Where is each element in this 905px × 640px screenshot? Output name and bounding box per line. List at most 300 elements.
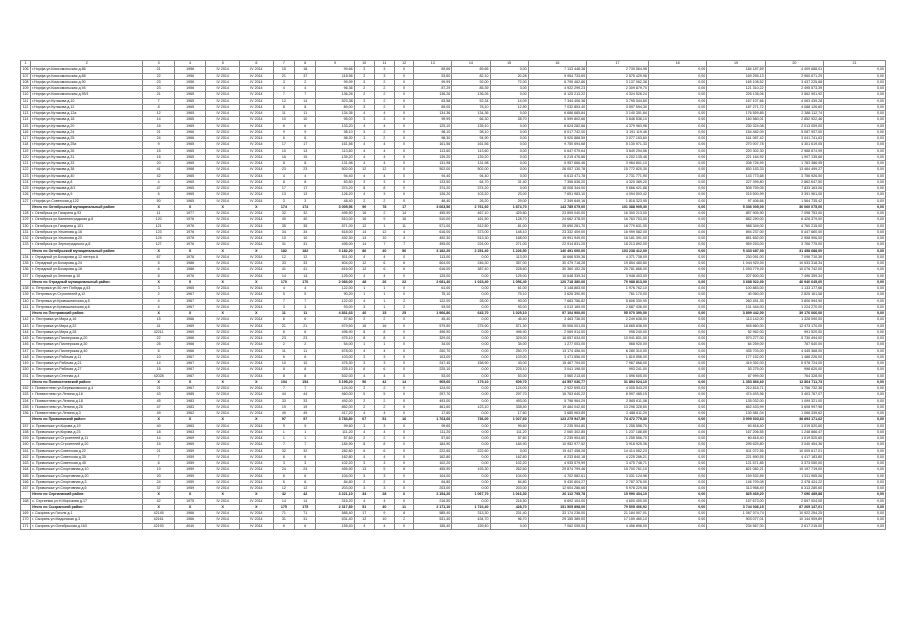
table-cell: 570 277,00 — [707, 336, 765, 342]
table-cell: 143 — [21, 323, 31, 329]
table-cell: 3 077 153,60 — [587, 136, 649, 142]
table-cell: 14 414 052,23 — [587, 448, 649, 454]
table-cell: 3 391 961,00 — [765, 192, 823, 198]
table-cell: 21 — [143, 448, 174, 454]
table-cell: 10 144 909,89 — [765, 517, 823, 523]
table-cell: 0,00 — [824, 136, 886, 142]
table-cell: IV 2014 — [240, 298, 274, 304]
table-cell: 0,00 — [452, 429, 490, 435]
table-cell: 4 — [354, 154, 374, 160]
table-cell: 338,50 — [490, 404, 528, 410]
table-cell: 1965 — [174, 173, 205, 179]
table-cell: 184,90 — [316, 442, 354, 448]
table-cell: 297,70 — [414, 392, 452, 398]
table-cell: 3 — [273, 461, 294, 467]
table-cell: IV 2014 — [240, 386, 274, 392]
table-cell: 3 — [374, 473, 394, 479]
table-cell: 1 226,50 — [490, 248, 528, 254]
table-cell: 40 — [143, 423, 174, 429]
table-cell: 903 077,01 — [707, 517, 765, 523]
table-cell: 2 — [354, 398, 374, 404]
table-cell: 3 471 556,00 — [528, 354, 586, 360]
table-cell: 7 — [273, 298, 294, 304]
table-cell: 125,10 — [414, 123, 452, 129]
table-cell: 0 — [395, 354, 414, 360]
table-cell: 1967 — [174, 361, 205, 367]
table-cell: 6 — [295, 136, 316, 142]
table-cell: X — [174, 417, 205, 423]
table-cell: 0,00 — [490, 161, 528, 167]
table-cell: IV 2014 — [206, 461, 240, 467]
table-cell: 7 — [273, 92, 294, 98]
table-cell: 12,90 — [490, 104, 528, 110]
address-cell: с. Приволжье ул.Строителей д.20 — [31, 442, 143, 448]
table-cell: 4 760 215,00 — [765, 223, 823, 229]
table-cell: 4 — [374, 411, 394, 417]
table-cell: 616,00 — [414, 229, 452, 235]
table-cell: 112 — [21, 104, 31, 110]
table-cell: 0,00 — [490, 173, 528, 179]
table-cell: IV 2014 — [206, 73, 240, 79]
table-cell: 247,40 — [414, 361, 452, 367]
address-cell: с. Приволжье ул.Спортивная д.6 — [31, 486, 143, 492]
table-cell: 0,00 — [648, 236, 706, 242]
table-cell: 28,70 — [490, 117, 528, 123]
table-cell: 0,00 — [648, 79, 706, 85]
table-cell: 22 — [395, 279, 414, 285]
table-cell: 0 — [395, 142, 414, 148]
table-cell: 1 093 779,00 — [707, 267, 765, 273]
table-cell: 0,00 — [648, 323, 706, 329]
table-cell: 42161 — [143, 517, 174, 523]
table-cell: 905,60 — [414, 379, 452, 385]
table-cell: 2 013 009,00 — [765, 123, 823, 129]
table-cell: 2 — [143, 292, 174, 298]
table-cell: 4 409 688,01 — [765, 67, 823, 73]
table-cell: 10 648 339,34 — [528, 273, 586, 279]
table-cell: IV 2014 — [206, 198, 240, 204]
table-cell: IV 2014 — [206, 373, 240, 379]
table-cell: 3 — [354, 304, 374, 310]
table-cell: 0,00 — [824, 73, 886, 79]
table-cell: 0,00 — [824, 442, 886, 448]
table-cell: 8 — [273, 161, 294, 167]
table-cell: 164 — [21, 467, 31, 473]
table-cell: 9 — [295, 423, 316, 429]
table-cell: 1 — [374, 223, 394, 229]
table-cell: 61,00 — [414, 286, 452, 292]
table-cell: 134 — [21, 254, 31, 260]
table-cell: 4 — [295, 173, 316, 179]
table-cell: 17,60 — [490, 411, 528, 417]
table-cell: 1959 — [174, 448, 205, 454]
table-cell: 0 — [395, 73, 414, 79]
table-cell: 113,60 — [414, 148, 452, 154]
table-cell: 119 — [21, 148, 31, 154]
table-cell: 31 — [273, 242, 294, 248]
table-cell: 90 — [354, 204, 374, 210]
column-header: 8 — [295, 61, 316, 67]
table-cell: 23 — [273, 336, 294, 342]
table-cell: 3 191 119,46 — [587, 129, 649, 135]
table-cell: 1967 — [174, 386, 205, 392]
table-cell: 148 — [21, 354, 31, 360]
table-cell: 133 — [21, 242, 31, 248]
table-cell: 5 — [354, 392, 374, 398]
table-cell: 89,00 — [316, 104, 354, 110]
table-cell: X — [143, 492, 174, 498]
table-cell: 3 — [295, 304, 316, 310]
table-cell: IV 2014 — [206, 411, 240, 417]
table-cell: 9 — [143, 142, 174, 148]
table-cell: 71 — [295, 511, 316, 517]
table-cell: IV 2014 — [206, 98, 240, 104]
table-cell: IV 2014 — [206, 473, 240, 479]
table-cell: 6 — [273, 454, 294, 460]
table-cell: 6 — [354, 448, 374, 454]
table-cell: 28 — [374, 492, 394, 498]
table-cell: 434,70 — [452, 517, 490, 523]
table-cell: 271,00 — [490, 242, 528, 248]
table-cell: 0 — [395, 429, 414, 435]
table-cell: 495,90 — [414, 211, 452, 217]
table-cell: 16 — [354, 211, 374, 217]
table-cell: 129 — [21, 217, 31, 223]
table-cell: IV 2014 — [240, 354, 274, 360]
table-cell: 0,00 — [648, 486, 706, 492]
table-cell: 6 — [295, 329, 316, 335]
table-cell: 74 472 779,30 — [587, 417, 649, 423]
table-cell: 1 328 090,00 — [765, 317, 823, 323]
table-cell: 26 112 795,78 — [528, 492, 586, 498]
table-cell: 97 — [295, 417, 316, 423]
table-cell: 19 — [273, 404, 294, 410]
address-cell: г. Сызрань ул.Гоголя д.1 — [31, 511, 143, 517]
address-cell: с. Пестравка ул.Рабочая д.21 — [31, 361, 143, 367]
address-cell: Итого по Сызранский район: — [31, 504, 143, 510]
table-cell: 1966 — [174, 136, 205, 142]
table-cell: 0 — [395, 104, 414, 110]
table-cell: 3 909 603,63 — [707, 417, 765, 423]
table-cell: 1965 — [174, 92, 205, 98]
address-cell: г.Норфа ул.Комсомольская д.90 — [31, 79, 143, 85]
table-cell: 0,00 — [824, 267, 886, 273]
table-cell: 12 — [273, 98, 294, 104]
table-cell: 99,99 — [414, 79, 452, 85]
table-cell: 126 — [21, 192, 31, 198]
table-cell: 22 — [143, 336, 174, 342]
table-cell: 161,50 — [452, 217, 490, 223]
table-cell: IV 2014 — [240, 467, 274, 473]
table-cell: 126,20 — [316, 192, 354, 198]
address-cell: г.Норфа ул.Кутакова д.31 — [31, 154, 143, 160]
column-header: 7 — [273, 61, 294, 67]
table-cell: 531,40 — [316, 517, 354, 523]
table-cell: 174 — [295, 204, 316, 210]
table-cell: 0,00 — [648, 142, 706, 148]
column-header: 9 — [316, 61, 354, 67]
table-cell: 66,30 — [452, 117, 490, 123]
table-cell: 1 — [273, 429, 294, 435]
table-cell: 609,70 — [490, 379, 528, 385]
table-cell: 12 — [354, 223, 374, 229]
table-cell: 98,30 — [316, 136, 354, 142]
table-cell: 108 — [21, 79, 31, 85]
table-cell: 1966 — [174, 129, 205, 135]
table-cell: 40 — [374, 248, 394, 254]
column-header: 4 — [174, 61, 205, 67]
table-cell: 16 — [354, 323, 374, 329]
table-cell: 493,00 — [490, 398, 528, 404]
table-cell: 1965 — [174, 186, 205, 192]
table-cell: 2 — [354, 404, 374, 410]
table-cell: 0,00 — [648, 73, 706, 79]
column-header: 10 — [354, 61, 374, 67]
table-cell: 467,10 — [452, 211, 490, 217]
table-cell: 0,00 — [824, 517, 886, 523]
table-cell: 29 874 799,46 — [528, 467, 586, 473]
table-cell: 30 360 152,26 — [528, 267, 586, 273]
table-cell: 0,00 — [824, 523, 886, 529]
table-cell: 1 874,70 — [490, 204, 528, 210]
table-cell: 0,00 — [452, 454, 490, 460]
table-cell: 7 096 710,36 — [765, 254, 823, 260]
table-cell: IV 2014 — [240, 367, 274, 373]
table-cell: IV 2014 — [240, 523, 274, 529]
address-cell: г.Норфа ул.Кутакова д.40 — [31, 173, 143, 179]
table-cell: 3 597 594,30 — [587, 104, 649, 110]
table-cell: 177 152,00 — [707, 354, 765, 360]
table-cell: 6 — [295, 479, 316, 485]
table-cell: 1965 — [174, 111, 205, 117]
table-cell: 616,00 — [414, 267, 452, 273]
table-cell: 0 — [395, 342, 414, 348]
table-cell: 13 464 499,27 — [765, 167, 823, 173]
table-cell: 12 — [273, 254, 294, 260]
table-cell: 1969 — [174, 442, 205, 448]
table-cell: 825 469,20 — [707, 492, 765, 498]
table-cell: 2 — [395, 304, 414, 310]
table-cell: 146 709,08 — [707, 479, 765, 485]
table-cell: 0 — [395, 479, 414, 485]
table-cell: 0,00 — [824, 423, 886, 429]
table-cell: 0,00 — [648, 279, 706, 285]
table-cell: 0,00 — [452, 342, 490, 348]
table-cell: 4 379 963,98 — [587, 123, 649, 129]
table-cell: 6 — [395, 492, 414, 498]
table-cell: 0 — [395, 292, 414, 298]
table-cell: 3 — [295, 198, 316, 204]
table-cell: 275,90 — [452, 323, 490, 329]
table-cell: 1 056,40 — [490, 279, 528, 285]
table-cell: 0,00 — [648, 354, 706, 360]
table-cell: 2 852 922,46 — [765, 117, 823, 123]
table-cell: 67 — [354, 417, 374, 423]
table-cell: 8 — [354, 336, 374, 342]
table-cell: 6 — [374, 267, 394, 273]
address-cell: г.Норфа ул.Кутакова д.24 — [31, 129, 143, 135]
table-cell: 53,00 — [414, 373, 452, 379]
table-cell: 736,00 — [452, 417, 490, 423]
table-cell: 29,00 — [490, 198, 528, 204]
table-cell: 18 — [143, 429, 174, 435]
table-cell: 6 — [374, 261, 394, 267]
table-cell: IV 2014 — [206, 242, 240, 248]
table-cell: 24 662 378,00 — [528, 217, 586, 223]
table-cell: 11 — [395, 223, 414, 229]
table-cell: IV 2014 — [240, 129, 274, 135]
table-cell: IV 2014 — [206, 336, 240, 342]
table-cell: 1 — [295, 429, 316, 435]
table-cell: 53,60 — [414, 73, 452, 79]
table-cell: 45 — [143, 398, 174, 404]
table-cell: X — [240, 379, 274, 385]
table-cell: IV 2014 — [206, 79, 240, 85]
table-cell: 97 — [273, 417, 294, 423]
table-cell: 1 099 321,00 — [765, 398, 823, 404]
table-cell: 16 — [395, 417, 414, 423]
table-cell: 6 — [354, 367, 374, 373]
table-cell: 3 — [374, 461, 394, 467]
table-cell: IV 2014 — [240, 361, 274, 367]
table-cell: 1959 — [174, 473, 205, 479]
table-cell: 297,70 — [490, 392, 528, 398]
table-cell: 0,00 — [648, 317, 706, 323]
table-cell: 0,00 — [648, 492, 706, 498]
table-cell: 3 — [273, 198, 294, 204]
table-cell: IV 2014 — [206, 67, 240, 73]
table-cell: 113 — [21, 111, 31, 117]
table-cell: 2 235 904,80 — [528, 423, 586, 429]
table-cell: 374,20 — [414, 186, 452, 192]
table-cell: 40 — [354, 311, 374, 317]
table-cell: 643,70 — [452, 311, 490, 317]
table-cell: 14 — [354, 229, 374, 235]
table-cell: 0 — [395, 186, 414, 192]
table-cell: 0,00 — [824, 311, 886, 317]
table-cell: 8 125 213,22 — [528, 92, 586, 98]
address-cell: г. Октябрьск ул.Зерноградского д.8 — [31, 242, 143, 248]
table-cell: 111 — [21, 98, 31, 104]
table-cell: 48,40 — [316, 198, 354, 204]
table-cell: 161,56 — [316, 142, 354, 148]
table-cell: 0,00 — [648, 192, 706, 198]
address-cell: Итого по Отрадный муниципальный район: — [31, 279, 143, 285]
table-cell: X — [174, 504, 205, 510]
table-cell: 0 — [395, 79, 414, 85]
table-cell: IV 2014 — [206, 479, 240, 485]
table-cell: 10 — [273, 361, 294, 367]
table-cell: 3 688 922,00 — [707, 279, 765, 285]
table-cell: 1 722,40 — [452, 504, 490, 510]
table-cell: 1967 — [174, 292, 205, 298]
table-cell: 8 — [273, 373, 294, 379]
table-cell: 32 — [273, 211, 294, 217]
table-cell: 20,28 — [490, 73, 528, 79]
table-cell: IV 2014 — [240, 148, 274, 154]
table-cell: 0,00 — [648, 523, 706, 529]
table-cell: 64,70 — [452, 179, 490, 185]
table-cell: 37 — [143, 486, 174, 492]
table-cell: 113,00 — [490, 254, 528, 260]
table-cell: 16 668 539,36 — [528, 254, 586, 260]
table-cell: 1 255 556,70 — [587, 436, 649, 442]
table-cell: IV 2014 — [240, 104, 274, 110]
table-cell: 26 057 130,78 — [528, 167, 586, 173]
table-cell: 2 — [374, 92, 394, 98]
table-cell: 35 506 001,00 — [528, 323, 586, 329]
table-cell: 113,60 — [452, 148, 490, 154]
table-cell: 7 133 448,38 — [528, 67, 586, 73]
table-cell: 1985 — [174, 392, 205, 398]
table-cell: 1966 — [174, 517, 205, 523]
table-cell: 51 — [354, 504, 374, 510]
table-cell: IV 2014 — [206, 386, 240, 392]
table-cell: 145 — [21, 336, 31, 342]
address-cell: с. Петровка ул.Кривошеинская д.6 — [31, 304, 143, 310]
table-cell: 221 164,92 — [707, 154, 765, 160]
table-cell: 5 — [273, 292, 294, 298]
table-cell: 313,30 — [452, 511, 490, 517]
table-cell: 23 — [143, 79, 174, 85]
table-cell: 0 — [395, 179, 414, 185]
table-cell: 110 — [21, 92, 31, 98]
table-cell: 135,10 — [452, 123, 490, 129]
table-cell: 225,10 — [414, 367, 452, 373]
table-cell: 8 — [295, 161, 316, 167]
table-cell: 8 — [395, 467, 414, 473]
table-cell: 0,00 — [824, 67, 886, 73]
table-cell: IV 2014 — [206, 367, 240, 373]
table-cell: 3 964 801,10 — [587, 161, 649, 167]
table-cell: IV 2014 — [240, 217, 274, 223]
table-cell: 14,09 — [490, 98, 528, 104]
table-cell: 4 — [374, 161, 394, 167]
table-cell: IV 2014 — [240, 461, 274, 467]
table-cell: IV 2014 — [206, 186, 240, 192]
table-cell: 5 920 888,59 — [528, 136, 586, 142]
table-cell: 4 — [354, 411, 374, 417]
table-cell: 98,10 — [316, 129, 354, 135]
table-cell: IV 2014 — [240, 342, 274, 348]
table-cell: 15 197 719,00 — [765, 467, 823, 473]
table-cell: IV 2014 — [206, 167, 240, 173]
address-cell: Итого по Приволжский район: — [31, 417, 143, 423]
table-cell: 11 — [395, 504, 414, 510]
table-cell: 0,00 — [824, 398, 886, 404]
table-cell: 17 — [273, 142, 294, 148]
table-cell: 2 968 874,99 — [765, 148, 823, 154]
table-cell: X — [206, 417, 240, 423]
table-cell: 4 088 126,60 — [765, 104, 823, 110]
table-cell: 3 608 997,98 — [765, 404, 823, 410]
table-cell: 2 960 671,29 — [765, 73, 823, 79]
table-cell: 19 991 949,00 — [528, 236, 586, 242]
table-cell: 1965 — [174, 161, 205, 167]
table-cell: 21 — [273, 323, 294, 329]
table-cell: 99,99 — [414, 117, 452, 123]
table-cell: 1965 — [174, 179, 205, 185]
table-cell: IV 2014 — [206, 192, 240, 198]
table-cell: IV 2014 — [240, 373, 274, 379]
table-cell: 203,00 — [316, 486, 354, 492]
table-cell: 18 — [295, 67, 316, 73]
table-cell: 78,10 — [452, 104, 490, 110]
table-cell: 57,60 — [414, 436, 452, 442]
table-cell: 0,00 — [648, 504, 706, 510]
table-cell: 2 495 573,39 — [765, 86, 823, 92]
table-cell: 1963 — [174, 429, 205, 435]
